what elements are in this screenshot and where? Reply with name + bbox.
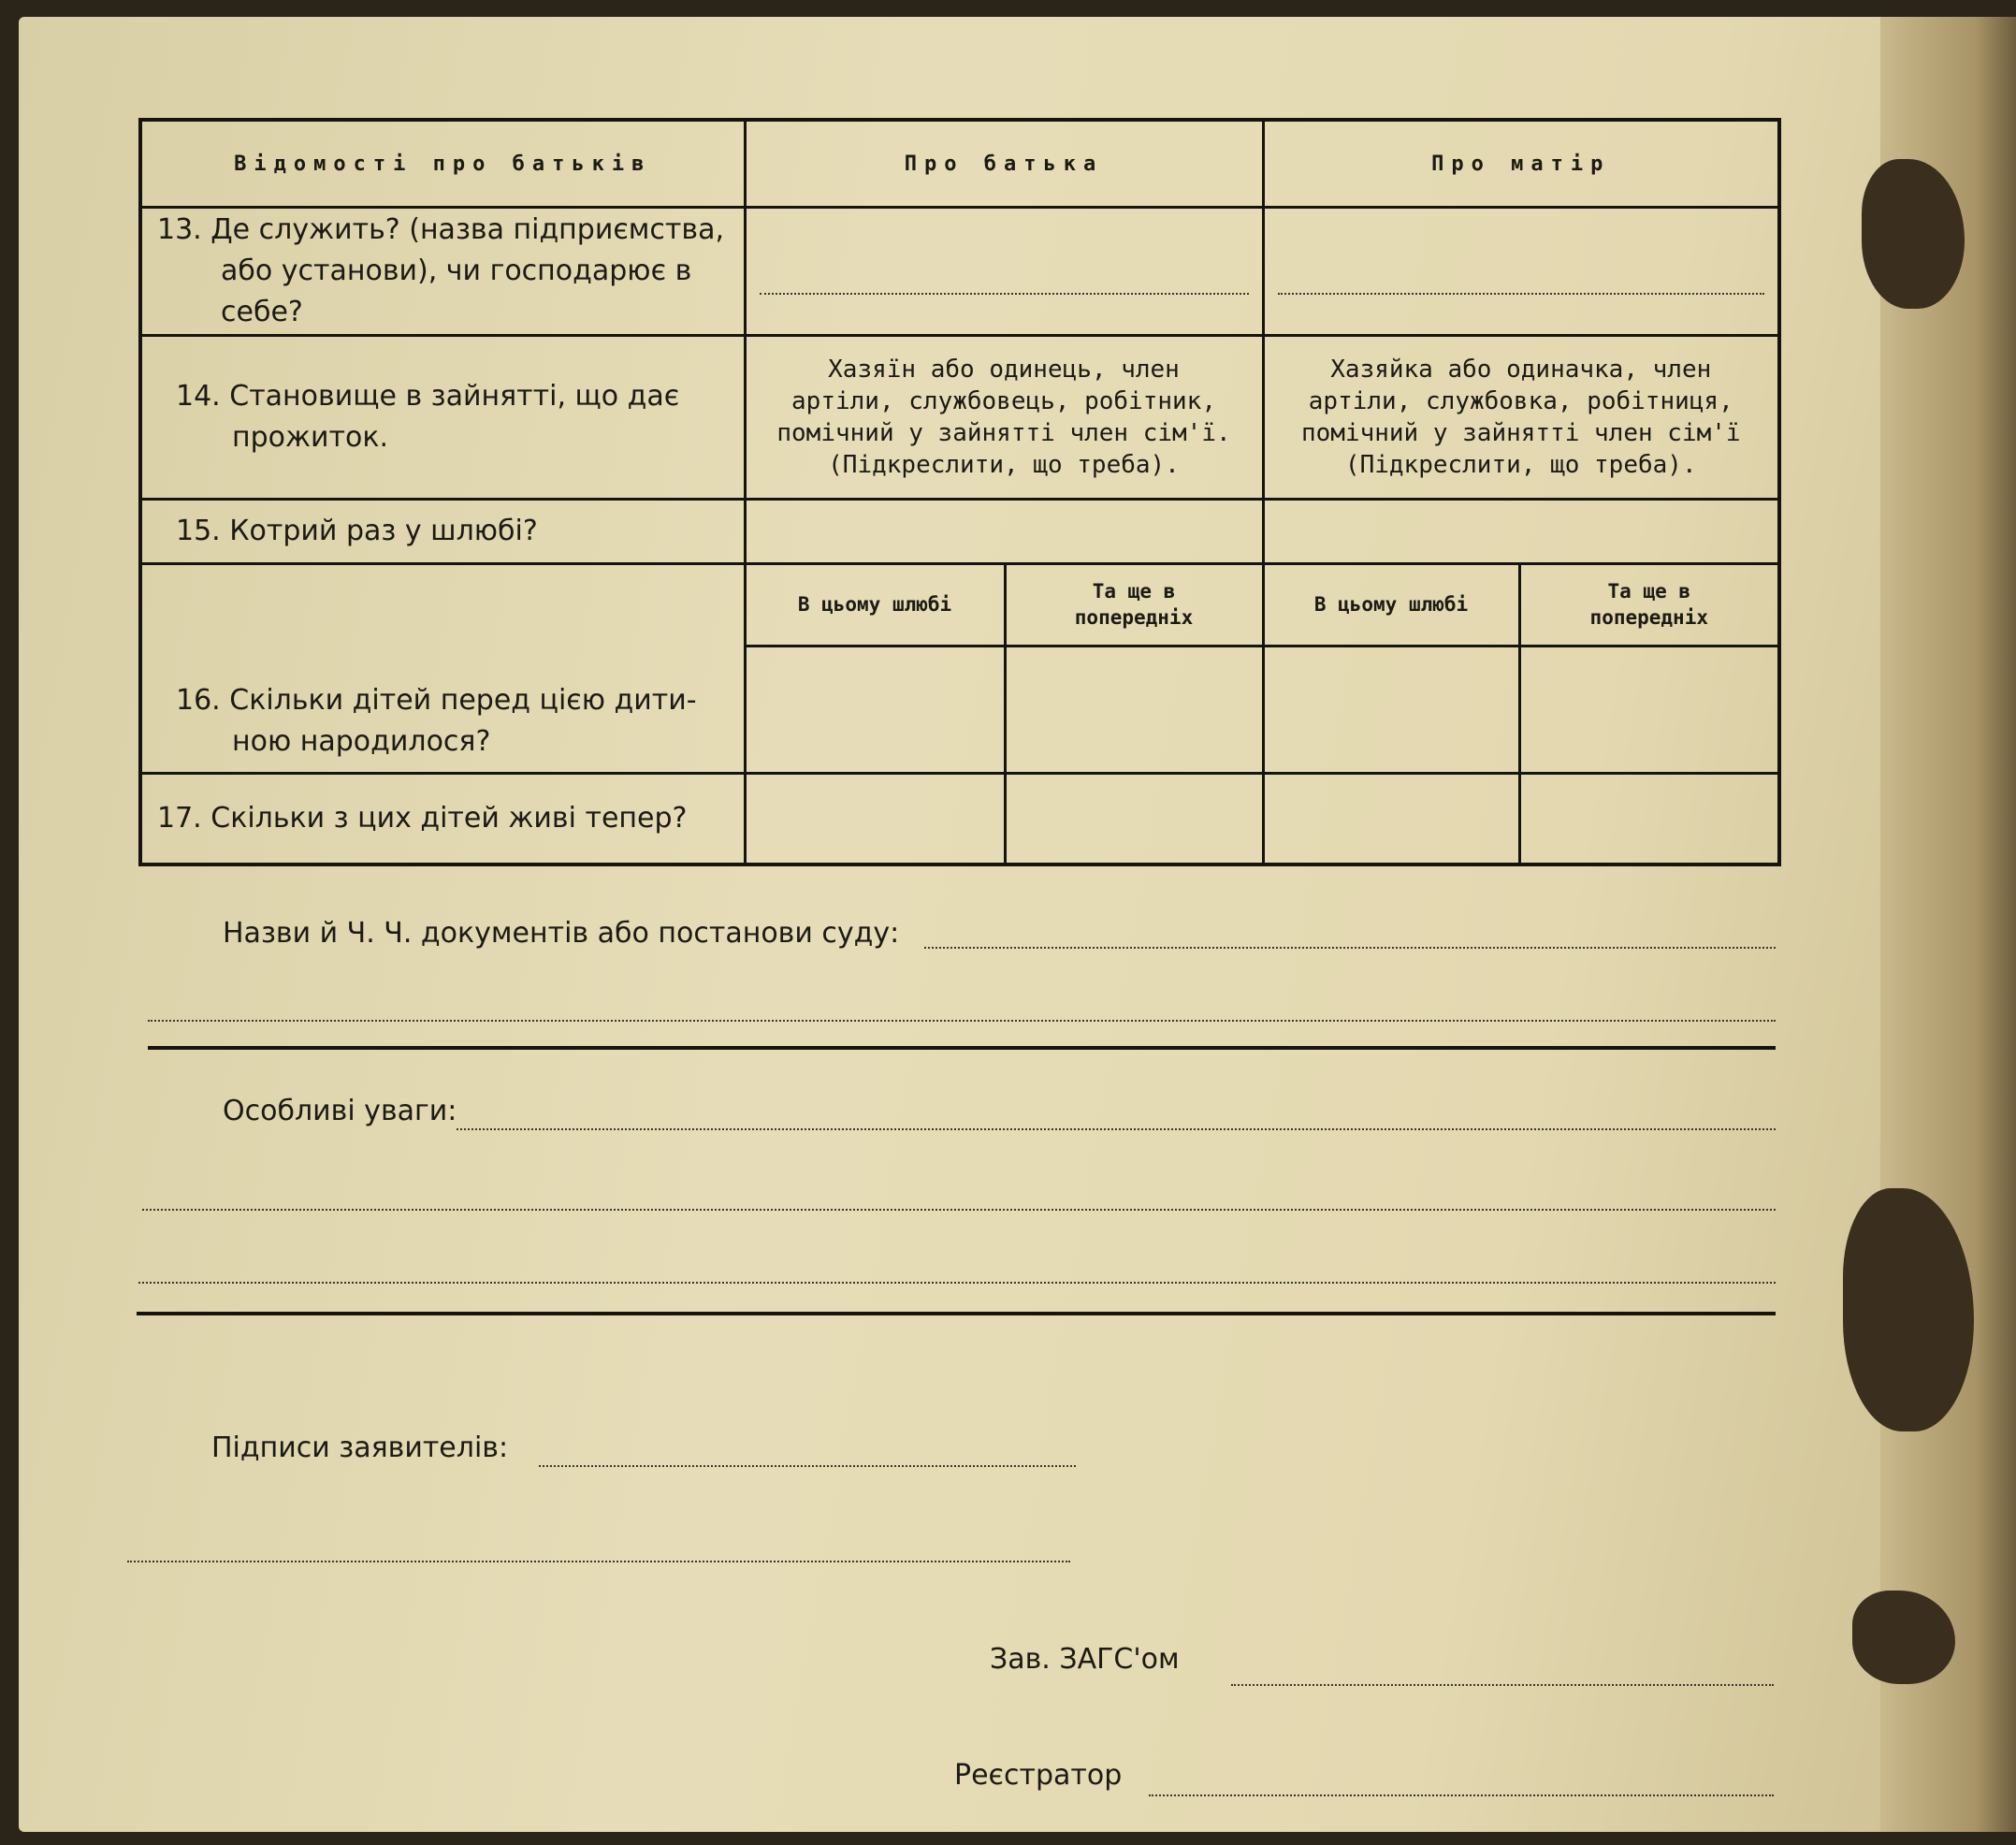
question-14-line1: 14. Становище в зайнятті, що дає	[176, 380, 680, 414]
answer-17-mother-this[interactable]	[1263, 773, 1519, 864]
row-q15	[140, 500, 1779, 564]
registrar-signature-field[interactable]	[1149, 1794, 1774, 1796]
row-q14	[140, 336, 1779, 500]
subheader-mother-this-marriage: В цьому шлюбі	[1263, 564, 1519, 646]
answer-13-mother[interactable]	[1263, 208, 1779, 336]
subheader-mother-previous: Та ще в попередніх	[1519, 564, 1779, 646]
remarks-field-line2[interactable]	[142, 1209, 1776, 1211]
answer-15-father[interactable]	[745, 500, 1263, 564]
signatures-field-line2[interactable]	[127, 1561, 1070, 1562]
answer-17-mother-previous[interactable]	[1519, 773, 1779, 864]
answer-16-mother-this[interactable]	[1263, 646, 1519, 773]
question-16-line1: 16. Скільки дітей перед цією дити-	[176, 683, 697, 717]
question-17: 17. Скільки з цих дітей живі тепер?	[140, 773, 745, 864]
answer-16-mother-previous[interactable]	[1519, 646, 1779, 773]
signatures-field[interactable]	[539, 1465, 1076, 1467]
row-q17	[140, 773, 1779, 864]
remarks-field-line3[interactable]	[138, 1282, 1776, 1284]
header-mother: Про матір	[1263, 120, 1779, 208]
question-14-line2: прожиток.	[232, 421, 389, 455]
subheader-father-previous: Та ще в попередніх	[1005, 564, 1263, 646]
subheader-father-this-marriage: В цьому шлюбі	[745, 564, 1005, 646]
question-13-line1: 13. Де служить? (назва підприємства,	[157, 213, 725, 247]
parents-info-table	[138, 118, 1781, 866]
head-signature-field[interactable]	[1231, 1684, 1774, 1686]
question-16	[140, 564, 745, 774]
answer-17-father-previous[interactable]	[1005, 773, 1263, 864]
registrar-label: Реєстратор	[954, 1759, 1123, 1792]
answer-14-father-options[interactable]: Хазяїн або одинець, член артіли, службовець, робітник, помічний у зайнятті член сім'ї. (Підкреслити, що треба).	[745, 336, 1263, 500]
section-divider	[148, 1046, 1776, 1050]
remarks-field[interactable]	[457, 1128, 1776, 1130]
row-q16-subheaders	[140, 564, 1779, 646]
answer-17-father-this[interactable]	[745, 773, 1005, 864]
documents-field-line2[interactable]	[148, 1020, 1776, 1022]
head-label: Зав. ЗАГС'ом	[990, 1643, 1180, 1676]
question-15: 15. Котрий раз у шлюбі?	[140, 500, 745, 564]
question-13	[140, 208, 745, 336]
header-father: Про батька	[745, 120, 1263, 208]
answer-16-father-previous[interactable]	[1005, 646, 1263, 773]
question-16-line2: ною народилося?	[232, 724, 491, 758]
answer-14-mother-options[interactable]: Хазяйка або одиначка, член артіли, службовка, робітниця, помічний у зайнятті член сім'ї (Підкреслити, що треба).	[1263, 336, 1779, 500]
question-13-line2: або установи), чи господарює в себе?	[221, 254, 692, 329]
documents-field[interactable]	[924, 947, 1776, 949]
table-header-row	[140, 120, 1779, 208]
answer-16-father-this[interactable]	[745, 646, 1005, 773]
question-14	[140, 336, 745, 500]
remarks-label: Особливі уваги:	[223, 1095, 457, 1127]
header-parents-info: Відомості про батьків	[140, 120, 745, 208]
section-divider	[137, 1312, 1776, 1315]
signatures-label: Підписи заявителів:	[211, 1431, 509, 1464]
answer-15-mother[interactable]	[1263, 500, 1779, 564]
answer-13-father[interactable]	[745, 208, 1263, 336]
documents-label: Назви й Ч. Ч. документів або постанови суду:	[223, 917, 900, 950]
row-q13	[140, 208, 1779, 336]
